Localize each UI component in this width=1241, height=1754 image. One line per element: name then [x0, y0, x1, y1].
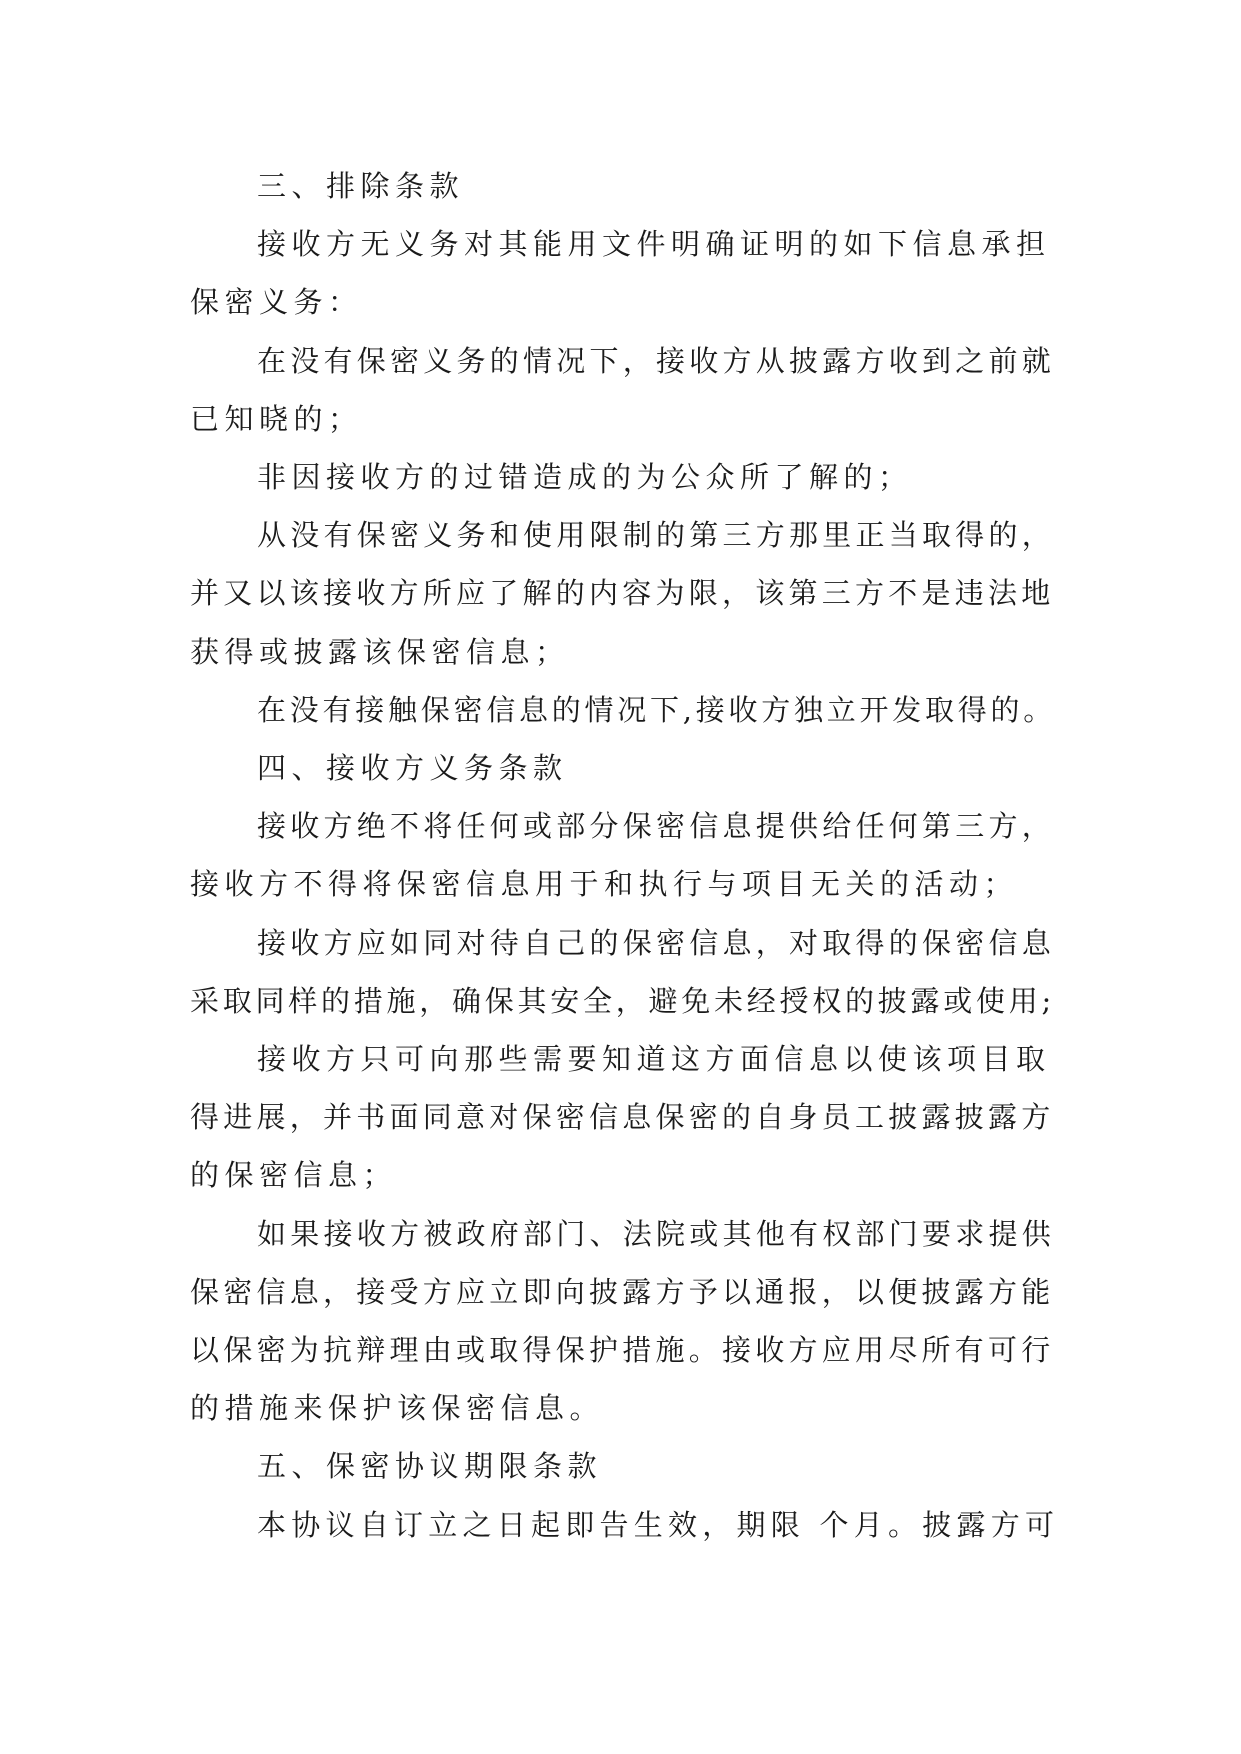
paragraph-line: 获得或披露该保密信息； — [190, 635, 570, 669]
paragraph-line: 的措施来保护该保密信息。 — [190, 1391, 605, 1425]
paragraph-line: 非因接收方的过错造成的为公众所了解的； — [257, 460, 913, 494]
paragraph-line: 接收方无义务对其能用文件明确证明的如下信息承担 — [257, 227, 1051, 261]
paragraph-line: 保密信息，接受方应立即向披露方予以通报，以便披露方能 — [190, 1275, 1055, 1309]
section-heading-3: 三、排除条款 — [257, 169, 465, 203]
paragraph-line: 接收方绝不将任何或部分保密信息提供给任何第三方， — [257, 809, 1056, 843]
paragraph-line: 在没有接触保密信息的情况下,接收方独立开发取得的。 — [257, 693, 1056, 727]
paragraph-line: 保密义务： — [190, 285, 363, 319]
section-heading-5: 五、保密协议期限条款 — [257, 1449, 603, 1483]
paragraph-line: 接收方只可向那些需要知道这方面信息以使该项目取 — [257, 1042, 1051, 1076]
paragraph-line: 本协议自订立之日起即告生效，期限 个月。披露方可 — [257, 1508, 1060, 1542]
section-heading-4: 四、接收方义务条款 — [257, 751, 568, 785]
paragraph-line: 从没有保密义务和使用限制的第三方那里正当取得的， — [257, 518, 1056, 552]
paragraph-line: 接收方应如同对待自己的保密信息，对取得的保密信息 — [257, 926, 1056, 960]
paragraph-line: 在没有保密义务的情况下，接收方从披露方收到之前就 — [257, 344, 1056, 378]
paragraph-line: 并又以该接收方所应了解的内容为限，该第三方不是违法地 — [190, 576, 1055, 610]
paragraph-line: 以保密为抗辩理由或取得保护措施。接收方应用尽所有可行 — [190, 1333, 1055, 1367]
paragraph-line: 采取同样的措施，确保其安全，避免未经授权的披露或使用; — [190, 984, 1056, 1018]
paragraph-line: 得进展，并书面同意对保密信息保密的自身员工披露披露方 — [190, 1100, 1055, 1134]
paragraph-line: 接收方不得将保密信息用于和执行与项目无关的活动； — [190, 867, 1019, 901]
paragraph-line: 的保密信息； — [190, 1158, 398, 1192]
paragraph-line: 如果接收方被政府部门、法院或其他有权部门要求提供 — [257, 1217, 1056, 1251]
paragraph-line: 已知晓的； — [190, 402, 363, 436]
